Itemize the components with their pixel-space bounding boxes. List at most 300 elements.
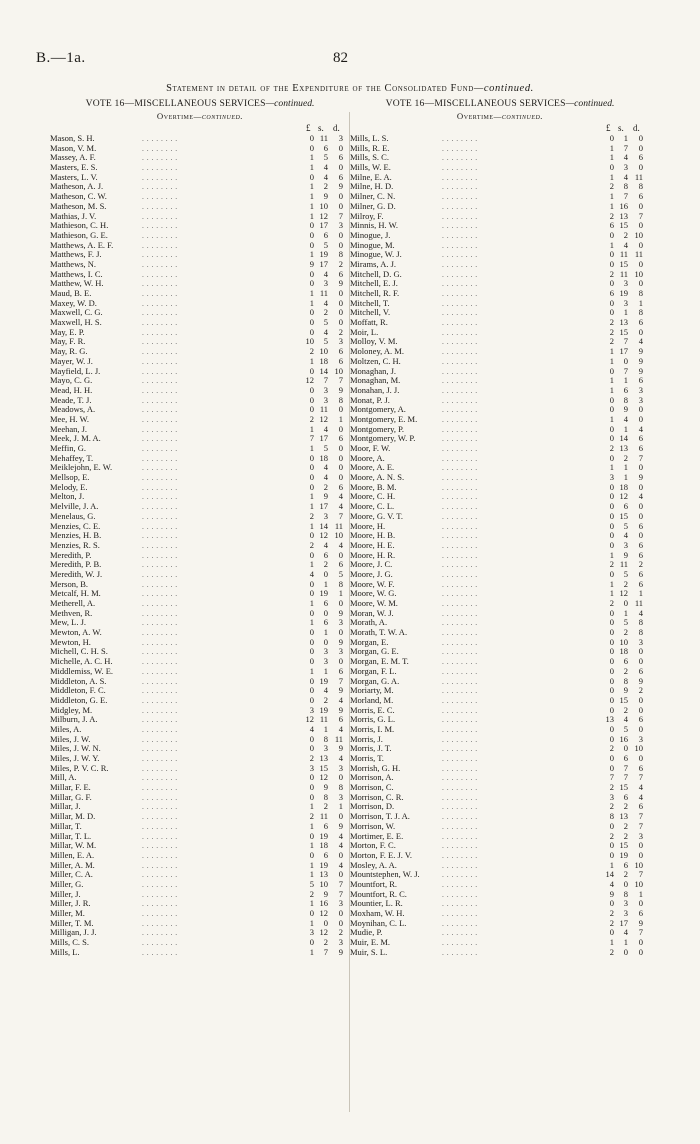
payee-name: Milne, H. D. (350, 181, 394, 192)
list-item (50, 899, 350, 909)
list-item (50, 337, 350, 347)
payee-name: Minnis, H. W. (350, 220, 398, 231)
overtime-heading (350, 111, 650, 123)
payee-name: Moor, F. W. (350, 443, 391, 453)
amount-shillings: 2 (323, 481, 328, 492)
amount-pence: 6 (638, 665, 643, 676)
leader-dots: . . . . . . . . (142, 172, 178, 182)
amount-pence: 6 (338, 665, 343, 676)
list-item (350, 812, 650, 822)
amount-pence: 11 (634, 598, 643, 608)
leader-dots: . . . . . . . . (442, 259, 478, 269)
payee-name: Michelle, A. C. H. (50, 656, 113, 667)
amount-shillings: 0 (323, 607, 328, 618)
leader-dots: . . . . . . . . (142, 773, 178, 783)
payee-name: Merson, B. (50, 578, 89, 589)
payee-name: Miller, A. M. (50, 859, 95, 870)
amount-shillings: 10 (319, 346, 328, 357)
amount-pence: 1 (338, 588, 343, 599)
amount-pounds: 0 (309, 239, 314, 250)
amount-pounds: 0 (309, 365, 314, 376)
amount-pounds: 1 (609, 384, 614, 395)
amount-pence: 7 (338, 375, 343, 386)
amount-pence: 0 (638, 646, 643, 657)
amount-pence: 10 (634, 859, 643, 870)
amount-pence: 9 (638, 355, 643, 366)
amount-pence: 6 (638, 568, 643, 579)
amount-pounds: 1 (309, 869, 314, 880)
amount-pounds: 0 (609, 665, 614, 676)
amount-pence: 6 (338, 346, 343, 357)
amount-pence: 3 (338, 762, 343, 773)
amount-pence: 7 (638, 811, 643, 822)
leader-dots: . . . . . . . . (442, 385, 478, 395)
amount-pounds: 0 (309, 278, 314, 289)
amount-shillings: 17 (319, 258, 328, 269)
list-item (50, 589, 350, 599)
amount-pounds: 0 (609, 646, 614, 657)
amount-pounds: 8 (609, 811, 614, 822)
list-item (50, 570, 350, 580)
amount-shillings: 11 (619, 559, 628, 570)
payee-name: Moore, J. G. (350, 568, 393, 579)
payee-name: Molloy, V. M. (350, 336, 398, 347)
amount-pence: 0 (338, 191, 343, 202)
amount-shillings: 3 (623, 908, 628, 918)
leader-dots: . . . . . . . . (142, 841, 178, 851)
payee-name: Moore, A. (350, 452, 385, 463)
amount-pounds: 0 (609, 510, 614, 521)
leader-dots: . . . . . . . . (442, 318, 478, 328)
payee-name: Mills, L. (50, 946, 80, 957)
leader-dots: . . . . . . . . (442, 947, 478, 957)
list-item (350, 221, 650, 231)
leader-dots: . . . . . . . . (142, 676, 178, 686)
amount-pounds: 1 (309, 559, 314, 570)
payee-name: Moore, W. M. (350, 598, 398, 608)
amount-pence: 4 (338, 491, 343, 502)
amount-pounds: 0 (309, 404, 314, 415)
list-item (350, 793, 650, 803)
leader-dots: . . . . . . . . (442, 560, 478, 570)
amount-shillings: 2 (623, 665, 628, 676)
vote-heading (350, 98, 650, 111)
leader-dots: . . . . . . . . (142, 221, 178, 231)
payee-name: Milburn, J. A. (50, 714, 98, 725)
amount-pounds: 0 (309, 588, 314, 599)
amount-pounds: 2 (609, 908, 614, 918)
payee-name: Melville, J. A. (50, 501, 99, 512)
amount-pence: 11 (634, 249, 643, 260)
amount-pence: 8 (638, 617, 643, 628)
amount-pounds: 10 (305, 336, 314, 347)
amount-pounds: 0 (309, 171, 314, 182)
leader-dots: . . . . . . . . (142, 385, 178, 395)
overtime-heading (50, 111, 350, 123)
pence-header: d. (333, 123, 340, 133)
payee-name: Menzies, H. B. (50, 530, 102, 541)
leader-dots: . . . . . . . . (142, 453, 178, 463)
amount-pounds: 1 (309, 801, 314, 812)
list-item (350, 677, 650, 687)
amount-shillings: 1 (623, 937, 628, 948)
amount-pence: 6 (638, 443, 643, 453)
leader-dots: . . . . . . . . (442, 686, 478, 696)
amount-pence: 8 (338, 249, 343, 260)
amount-pence: 0 (338, 423, 343, 434)
amount-shillings: 6 (323, 598, 328, 608)
leader-dots: . . . . . . . . (142, 473, 178, 483)
payee-name: Mehaffey, T. (50, 452, 94, 463)
amount-pounds: 0 (309, 530, 314, 541)
amount-pence: 4 (338, 501, 343, 512)
leader-dots: . . . . . . . . (442, 444, 478, 453)
amount-pence: 0 (338, 404, 343, 415)
leader-dots: . . . . . . . . (142, 540, 178, 550)
amount-pence: 9 (338, 181, 343, 192)
amount-pounds: 0 (609, 607, 614, 618)
amount-pounds: 0 (609, 733, 614, 744)
list-item (50, 318, 350, 328)
amount-pence: 0 (638, 510, 643, 521)
amount-pounds: 1 (309, 898, 314, 909)
amount-pounds: 1 (609, 462, 614, 473)
amount-pounds: 0 (309, 384, 314, 395)
leader-dots: . . . . . . . . (142, 143, 178, 153)
amount-shillings: 1 (623, 607, 628, 618)
payee-name: Mirams, A. J. (350, 258, 397, 269)
amount-shillings: 3 (323, 510, 328, 521)
amount-pounds: 0 (309, 142, 314, 153)
amount-pounds: 0 (609, 539, 614, 550)
payee-name: Mountfort, R. (350, 878, 397, 889)
amount-shillings: 17 (619, 346, 628, 357)
list-item (350, 483, 650, 493)
leader-dots: . . . . . . . . (442, 589, 478, 599)
amount-shillings: 7 (623, 191, 628, 202)
leader-dots: . . . . . . . . (142, 366, 178, 376)
leader-dots: . . . . . . . . (442, 831, 478, 841)
amount-pounds: 0 (309, 549, 314, 560)
list-item (350, 541, 650, 551)
payee-name: Menzies, R. S. (50, 539, 100, 550)
leader-dots: . . . . . . . . (142, 502, 178, 512)
amount-shillings: 4 (623, 171, 628, 182)
leader-dots: . . . . . . . . (442, 734, 478, 744)
amount-shillings: 0 (323, 568, 328, 579)
list-item (350, 289, 650, 299)
payee-name: Morland, M. (350, 694, 394, 705)
amount-shillings: 7 (323, 375, 328, 386)
amount-pounds: 1 (309, 598, 314, 608)
amount-shillings: 17 (319, 220, 328, 231)
amount-pence: 6 (338, 152, 343, 163)
payee-name: Mitchell, V. (350, 307, 391, 318)
amount-pounds: 1 (309, 288, 314, 298)
amount-pounds: 0 (309, 268, 314, 279)
amount-pounds: 2 (609, 336, 614, 347)
payee-name: Montgomery, P. (350, 423, 404, 434)
list-item (350, 182, 650, 192)
amount-pence: 9 (338, 278, 343, 289)
amount-shillings: 4 (323, 685, 328, 696)
amount-shillings: 3 (323, 646, 328, 657)
payee-name: Milner, G. D. (350, 200, 396, 211)
amount-pence: 9 (338, 704, 343, 715)
amount-pounds: 1 (609, 355, 614, 366)
leader-dots: . . . . . . . . (442, 298, 478, 308)
amount-pounds: 1 (309, 191, 314, 202)
pence-header: d. (633, 123, 640, 133)
payee-name: Miller, C. A. (50, 869, 93, 880)
payee-name: Mead, H. H. (50, 384, 93, 395)
amount-shillings: 12 (319, 927, 328, 938)
amount-pence: 10 (334, 365, 343, 376)
list-item (350, 434, 650, 444)
amount-pence: 10 (634, 268, 643, 279)
amount-shillings: 13 (619, 317, 628, 328)
leader-dots: . . . . . . . . (442, 240, 478, 250)
leader-dots: . . . . . . . . (142, 569, 178, 579)
amount-shillings: 13 (319, 753, 328, 763)
right-column (350, 98, 650, 957)
amount-pounds: 0 (309, 627, 314, 638)
amount-shillings: 19 (319, 830, 328, 841)
leader-dots: . . . . . . . . (142, 531, 178, 541)
amount-pence: 0 (638, 656, 643, 667)
list-item (350, 764, 650, 774)
amount-pence: 6 (638, 539, 643, 550)
leader-dots: . . . . . . . . (442, 289, 478, 298)
amount-pence: 6 (638, 375, 643, 386)
amount-pounds: 0 (609, 675, 614, 686)
leader-dots: . . . . . . . . (142, 792, 178, 802)
amount-shillings: 17 (319, 433, 328, 444)
amount-pounds: 2 (609, 443, 614, 453)
amount-pounds: 0 (609, 753, 614, 763)
overtime-heading-main: Overtime (456, 111, 494, 121)
leader-dots: . . . . . . . . (442, 414, 478, 424)
list-item (350, 202, 650, 212)
amount-pounds: 0 (309, 133, 314, 143)
amount-shillings: 8 (623, 181, 628, 192)
amount-pence: 7 (338, 675, 343, 686)
leader-dots: . . . . . . . . (442, 676, 478, 686)
payee-name: Midgley, M. (50, 704, 93, 715)
leader-dots: . . . . . . . . (442, 192, 478, 202)
list-item (350, 744, 650, 754)
list-item (50, 473, 350, 483)
amount-shillings: 12 (319, 530, 328, 541)
list-item (350, 144, 650, 154)
leader-dots: . . . . . . . . (442, 182, 478, 192)
amount-pounds: 0 (609, 394, 614, 405)
payee-name: Mitchell, D. G. (350, 268, 402, 279)
amount-shillings: 19 (319, 249, 328, 260)
amount-shillings: 4 (323, 539, 328, 550)
list-item (50, 773, 350, 783)
amount-shillings: 11 (319, 133, 328, 143)
leader-dots: . . . . . . . . (442, 327, 478, 337)
amount-shillings: 13 (619, 811, 628, 822)
leader-dots: . . . . . . . . (442, 531, 478, 541)
section-code: B.—1a. (36, 50, 86, 66)
payee-name: Mitchell, E. J. (350, 278, 398, 289)
leader-dots: . . . . . . . . (142, 463, 178, 473)
amount-shillings: 8 (323, 733, 328, 744)
amount-pence: 2 (338, 326, 343, 337)
amount-pounds: 7 (309, 433, 314, 444)
payee-name: Moore, H. (350, 520, 386, 531)
leader-dots: . . . . . . . . (142, 850, 178, 860)
payee-name: Morgan, G. E. (350, 646, 399, 657)
payee-name: Moloney, A. M. (350, 346, 404, 357)
leader-dots: . . . . . . . . (442, 608, 478, 618)
leader-dots: . . . . . . . . (142, 521, 178, 531)
amount-pounds: 9 (609, 888, 614, 899)
amount-pounds: 6 (609, 220, 614, 231)
amount-pounds: 1 (609, 171, 614, 182)
list-item (350, 735, 650, 745)
list-item (50, 405, 350, 415)
amount-pounds: 1 (609, 375, 614, 386)
leader-dots: . . . . . . . . (142, 821, 178, 831)
amount-pence: 9 (338, 607, 343, 618)
amount-pence: 9 (638, 346, 643, 357)
leader-dots: . . . . . . . . (442, 424, 478, 434)
amount-shillings: 7 (623, 336, 628, 347)
amount-shillings: 16 (619, 733, 628, 744)
payee-name: Meffin, G. (50, 443, 86, 453)
amount-shillings: 9 (323, 491, 328, 502)
amount-shillings: 9 (623, 685, 628, 696)
statement-title (0, 83, 700, 94)
amount-pounds: 2 (609, 782, 614, 793)
amount-shillings: 6 (323, 617, 328, 628)
amount-pounds: 0 (309, 317, 314, 328)
leader-dots: . . . . . . . . (142, 647, 178, 657)
currency-header (50, 123, 350, 134)
amount-shillings: 15 (619, 220, 628, 231)
amount-pence: 8 (638, 181, 643, 192)
amount-pounds: 0 (609, 249, 614, 260)
amount-pounds: 3 (609, 472, 614, 483)
amount-pounds: 7 (609, 772, 614, 783)
payee-name: Muir, S. L. (350, 946, 388, 957)
payee-name: Millar, J. (50, 801, 81, 812)
amount-pounds: 1 (309, 491, 314, 502)
amount-shillings: 19 (319, 675, 328, 686)
payee-name: Moore, C. H. (350, 491, 396, 502)
amount-shillings: 8 (623, 675, 628, 686)
shillings-header: s. (618, 123, 624, 133)
payee-name: Moore, H. E. (350, 539, 395, 550)
amount-pence: 9 (338, 946, 343, 957)
leader-dots: . . . . . . . . (142, 163, 178, 173)
amount-pence: 11 (334, 733, 343, 744)
amount-pounds: 1 (609, 346, 614, 357)
amount-pence: 0 (338, 869, 343, 880)
amount-pounds: 12 (305, 375, 314, 386)
amount-shillings: 3 (623, 297, 628, 308)
amount-shillings: 4 (623, 530, 628, 541)
list-item (50, 444, 350, 454)
statement-title-main: Statement in detail of the Expenditure of the Consolidated Fund (166, 83, 474, 94)
leader-dots: . . . . . . . . (442, 792, 478, 802)
leader-dots: . . . . . . . . (442, 763, 478, 773)
payee-name: Maxwell, C. G. (50, 307, 103, 318)
payee-name: Morgan, G. A. (350, 675, 400, 686)
payee-name: Morrison, D. (350, 801, 395, 812)
leader-dots: . . . . . . . . (142, 705, 178, 715)
payee-name: May, F. R. (50, 336, 86, 347)
amount-shillings: 15 (619, 510, 628, 521)
amount-shillings: 2 (623, 704, 628, 715)
vote-heading-suffix: —continued. (265, 98, 315, 109)
list-item (350, 512, 650, 522)
leader-dots: . . . . . . . . (142, 879, 178, 889)
amount-pounds: 2 (609, 268, 614, 279)
amount-pounds: 2 (309, 753, 314, 763)
leader-dots: . . . . . . . . (142, 550, 178, 560)
leader-dots: . . . . . . . . (142, 657, 178, 667)
amount-pounds: 4 (309, 568, 314, 579)
amount-pounds: 1 (309, 200, 314, 211)
payee-name: Morris, I. M. (350, 723, 395, 734)
leader-dots: . . . . . . . . (442, 511, 478, 521)
amount-pence: 0 (338, 317, 343, 328)
payee-name: Mitchell, T. (350, 297, 390, 308)
leader-dots: . . . . . . . . (442, 540, 478, 550)
amount-pounds: 1 (309, 443, 314, 453)
payee-name: Miles, P. V. C. R. (50, 762, 109, 773)
payee-name: Mills, C. S. (50, 937, 89, 948)
amount-pounds: 0 (309, 229, 314, 240)
amount-pence: 0 (338, 917, 343, 928)
leader-dots: . . . . . . . . (142, 153, 178, 163)
amount-pence: 3 (338, 898, 343, 909)
amount-shillings: 10 (619, 636, 628, 647)
payee-name: Mountstephen, W. J. (350, 869, 420, 880)
payee-name: Michell, C. H. S. (50, 646, 108, 657)
amount-pounds: 0 (609, 636, 614, 647)
amount-pence: 3 (638, 384, 643, 395)
payee-name: Meek, J. M. A. (50, 433, 101, 444)
amount-pounds: 2 (609, 743, 614, 754)
amount-shillings: 15 (619, 326, 628, 337)
amount-pounds: 1 (309, 210, 314, 221)
payee-name: Middleton, G. E. (50, 694, 108, 705)
amount-pence: 7 (638, 927, 643, 938)
amount-pence: 1 (338, 413, 343, 424)
amount-shillings: 2 (323, 801, 328, 812)
amount-pence: 0 (338, 162, 343, 173)
amount-pounds: 1 (309, 355, 314, 366)
leader-dots: . . . . . . . . (442, 153, 478, 163)
amount-pence: 0 (338, 239, 343, 250)
leader-dots: . . . . . . . . (442, 201, 478, 211)
list-item (350, 299, 650, 309)
leader-dots: . . . . . . . . (142, 637, 178, 647)
leader-dots: . . . . . . . . (142, 327, 178, 337)
amount-pounds: 1 (309, 423, 314, 434)
amount-shillings: 17 (619, 917, 628, 928)
amount-pounds: 0 (609, 365, 614, 376)
payee-name: Millar, G. F. (50, 791, 92, 802)
amount-pence: 11 (334, 520, 343, 531)
leader-dots: . . . . . . . . (442, 356, 478, 366)
amount-shillings: 7 (623, 142, 628, 153)
